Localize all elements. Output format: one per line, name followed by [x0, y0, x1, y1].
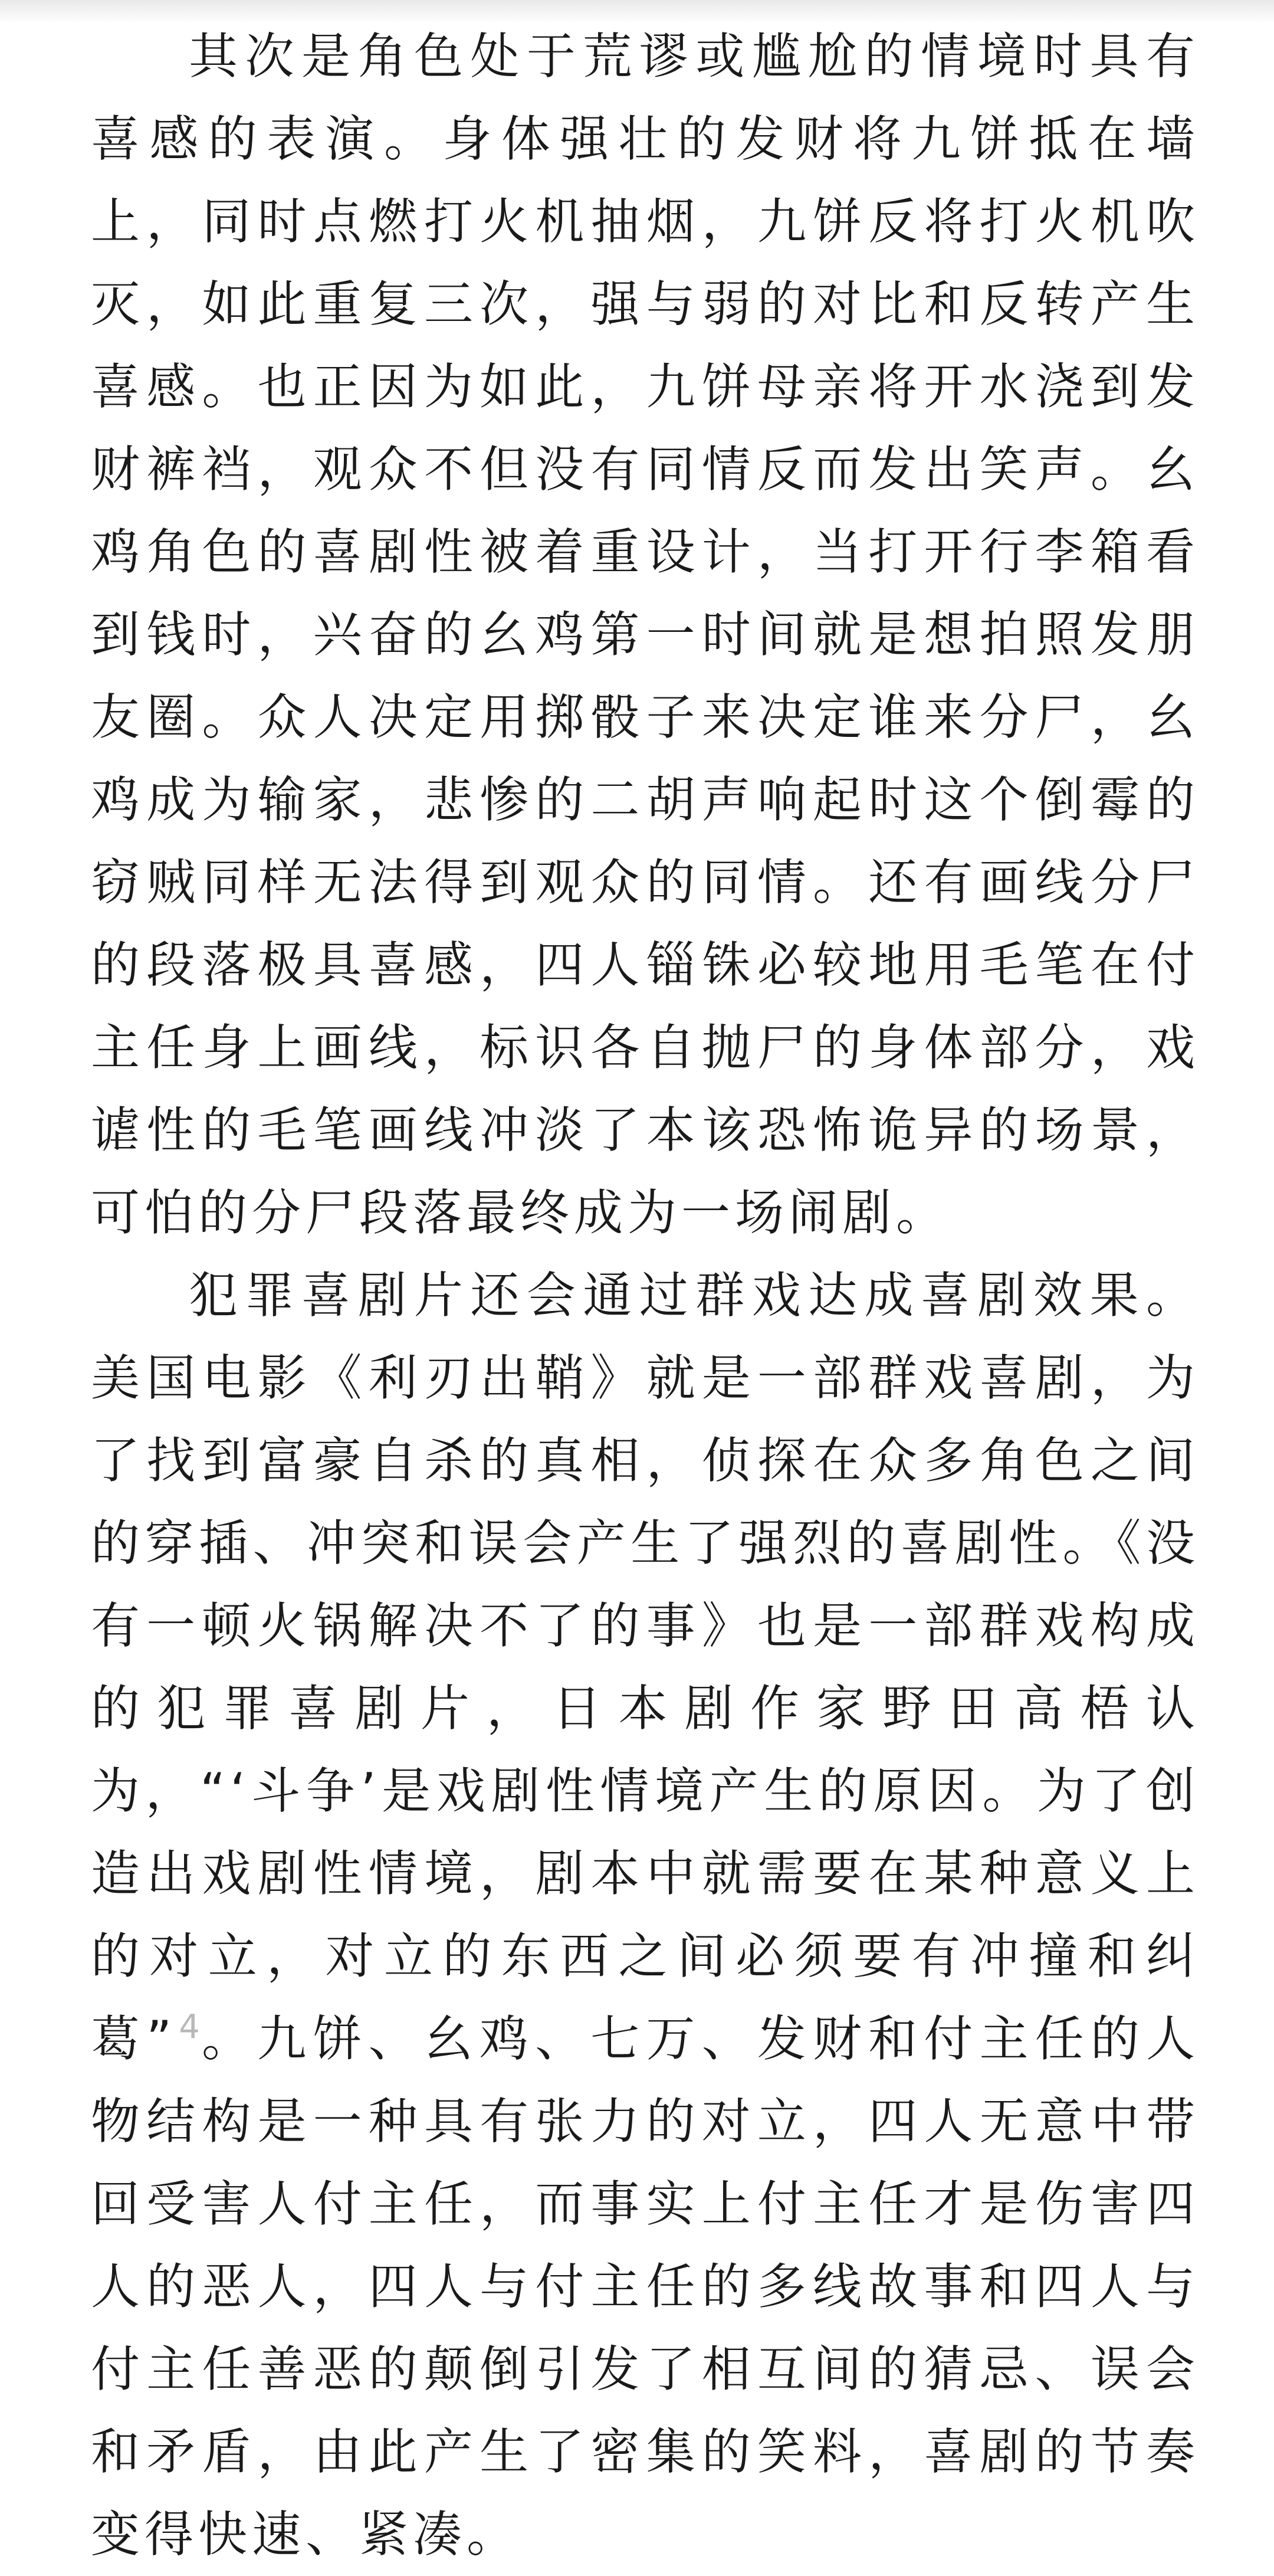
paragraph-text-after-note: 。九饼、幺鸡、七万、发财和付主任的人物结构是一种具有张力的对立，四人无意中带回受害人付主任，而事实上付主任才是伤害四人的恶人，四人与付主任的多线故事和四人与付主任善恶的颠倒引发了相互间的猜忌、误会和矛盾，由此产生了密集的笑料，喜剧的节奏变得快速、紧凑。: [91, 2010, 1200, 2563]
footnote-marker[interactable]: 4: [179, 2008, 200, 2046]
paragraph-ensemble-comedy: [91, 1254, 1200, 2576]
article-body: [91, 15, 1200, 2576]
paragraph-performance-comedy: 其次是角色处于荒谬或尴尬的情境时具有喜感的表演。身体强壮的发财将九饼抵在墙上，同时点燃打火机抽烟，九饼反将打火机吹灭，如此重复三次，强与弱的对比和反转产生喜感。也正因为如此，九饼母亲将开水浇到发财裤裆，观众不但没有同情反而发出笑声。幺鸡角色的喜剧性被着重设计，当打开行李箱看到钱时，兴奋的幺鸡第一时间就是想拍照发朋友圈。众人决定用掷骰子来决定谁来分尸，幺鸡成为输家，悲惨的二胡声响起时这个倒霉的窃贼同样无法得到观众的同情。还有画线分尸的段落极具喜感，四人锱铢必较地用毛笔在付主任身上画线，标识各自抛尸的身体部分，戏谑性的毛笔画线冲淡了本该恐怖诡异的场景，可怕的分尸段落最终成为一场闹剧。: [91, 28, 1200, 1241]
paragraph-text-before-note: 犯罪喜剧片还会通过群戏达成喜剧效果。美国电影《利刃出鞘》就是一部群戏喜剧，为了找到富豪自杀的真相，侦探在众多角色之间的穿插、冲突和误会产生了强烈的喜剧性。《没有一顿火锅解决不了的事》也是一部群戏构成的犯罪喜剧片，日本剧作家野田高梧认为，“‘斗争’是戏剧性情境产生的原因。为了创造出戏剧性情境，剧本中就需要在某种意义上的对立，对立的东西之间必须要有冲撞和纠葛”: [91, 1267, 1200, 2067]
